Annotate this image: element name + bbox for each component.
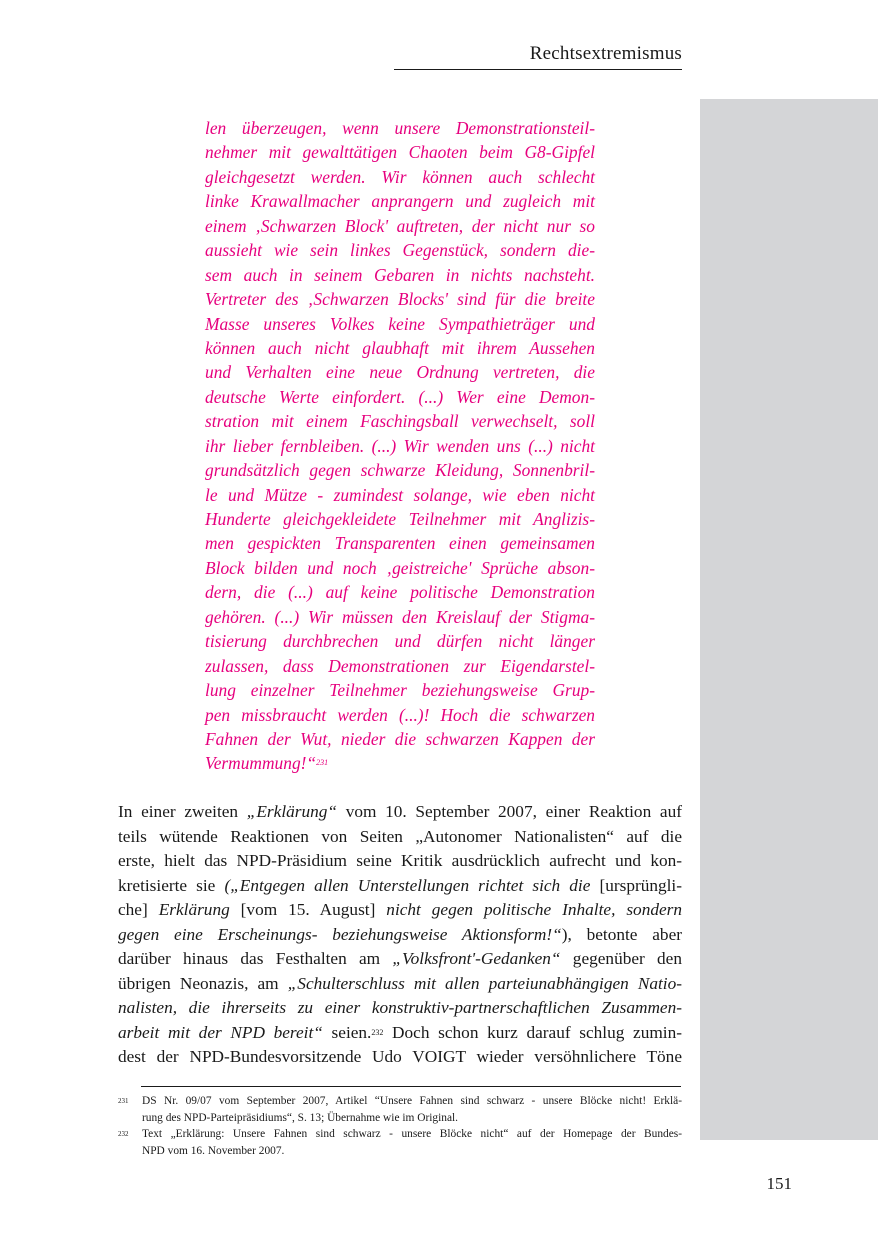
body-italic-run: gegen eine Erscheinungs- beziehungsweise Aktionsform!“ — [118, 924, 562, 944]
body-text-run: Doch schon kurz darauf schlug zumin- — [383, 1022, 683, 1042]
quote-line: len überzeugen, wenn unsere Demonstrationsteil- — [205, 118, 595, 138]
body-italic-run: „Volksfront'-Gedanken“ — [392, 949, 561, 968]
quote-line: Masse unseres Volkes keine Sympathieträger und — [205, 313, 595, 334]
footnote-line: NPD vom 16. November 2007. — [142, 1144, 285, 1157]
quote-line: gehören. (...) Wir müssen den Kreislauf der Stigma- — [205, 606, 595, 627]
block-quote — [205, 116, 595, 776]
quote-last-text: Vermummung!“ — [205, 753, 317, 774]
body-line — [118, 1021, 682, 1046]
quote-line: deutsche Werte einfordert. (...) Wer eine Demon- — [205, 386, 595, 407]
body-italic-run: („Entgegen allen Unterstellungen richtet sich die — [224, 875, 591, 895]
footnote-number: 231 — [118, 1097, 129, 1105]
quote-line: dern, die (...) auf keine politische Demonstration — [205, 582, 595, 603]
quote-line-last — [205, 751, 595, 775]
quote-line: stration mit einem Faschingsball verwechselt, soll — [205, 411, 595, 432]
page-number: 151 — [766, 1174, 792, 1193]
quote-line: zulassen, dass Demonstrationen zur Eigendarstel- — [205, 655, 595, 676]
body-text-run: [ursprüngli- — [590, 875, 682, 895]
body-line — [118, 898, 682, 923]
quote-line: Vertreter des ‚Schwarzen Blocks' sind für die breite — [205, 289, 595, 310]
body-text-run: übrigen Neonazis, am — [118, 973, 288, 993]
running-header-title: Rechtsextremismus — [529, 43, 682, 64]
body-line — [118, 923, 682, 948]
quote-line: und Verhalten eine neue Ordnung vertreten, die — [205, 362, 595, 383]
quote-line: sem auch in seinem Gebaren in nichts nachsteht. — [205, 264, 595, 285]
quote-line: pen missbraucht werden (...)! Hoch die schwarzen — [205, 704, 595, 725]
body-text-run: seien. — [322, 1022, 372, 1042]
quote-line: men gespickten Transparenten einen gemeinsamen — [205, 533, 595, 554]
body-italic-run: Erklärung — [158, 900, 230, 919]
quote-line: gleichgesetzt werden. Wir können auch schlecht — [205, 166, 595, 187]
quote-line: aussieht wie sein linkes Gegenstück, sondern die- — [205, 240, 595, 261]
body-line: dest der NPD-Bundesvorsitzende Udo VOIGT wieder versöhnlichere Töne — [118, 1047, 682, 1066]
footnote-line: DS Nr. 09/07 vom September 2007, Artikel “Unsere Fahnen sind schwarz - unsere Blöcke nicht! Erklä- — [142, 1095, 682, 1107]
body-italic-run: nicht gegen politische Inhalte, sondern — [386, 900, 683, 919]
quote-line: linke Krawallmacher anprangern und zugleich mit — [205, 191, 595, 212]
quote-line: Hunderte gleichgekleidete Teilnehmer mit Anglizis- — [205, 509, 595, 529]
body-paragraph — [118, 800, 682, 1070]
body-text-run: kretisierte sie — [118, 875, 225, 895]
body-text-run: ), betonte aber — [561, 924, 682, 944]
quote-line: ihr lieber fernbleiben. (...) Wir wenden uns (...) nicht — [205, 435, 595, 456]
footnote-231 — [118, 1093, 682, 1126]
footnote-line: rung des NPD-Parteipräsidiums“, S. 13; Übernahme wie im Original. — [142, 1111, 459, 1124]
body-line: teils wütende Reaktionen von Seiten „Autonomer Nationalisten“ auf die — [118, 826, 682, 846]
gray-margin-band — [700, 99, 878, 1140]
quote-line: le und Mütze - zumindest solange, wie eben nicht — [205, 484, 595, 505]
quote-line: tisierung durchbrechen und dürfen nicht länger — [205, 631, 595, 652]
body-text-run: darüber hinaus das Festhalten am — [118, 949, 393, 968]
body-text-run: [vom 15. August] — [229, 900, 387, 919]
body-line — [118, 800, 682, 825]
footnote-line: Text „Erklärung: Unsere Fahnen sind schwarz - unsere Blöcke nicht“ auf der Homepage der Bundes- — [142, 1128, 682, 1140]
body-text-run: In einer zweiten — [118, 802, 247, 821]
footnote-232 — [118, 1126, 682, 1159]
body-text-run: vom 10. September 2007, einer Reaktion auf — [337, 802, 682, 821]
body-italic-run: arbeit mit der NPD bereit“ — [118, 1022, 323, 1042]
body-line: nalisten, die ihrerseits zu einer konstruktiv-partnerschaftlichen Zusammen- — [118, 998, 682, 1017]
quote-line: grundsätzlich gegen schwarze Kleidung, Sonnenbril- — [205, 460, 595, 481]
body-line — [118, 874, 682, 899]
body-text-run: che] — [118, 900, 159, 919]
quote-line: einem ‚Schwarzen Block' auftreten, der nicht nur so — [205, 215, 595, 236]
header-rule — [394, 69, 682, 70]
body-line — [118, 947, 682, 972]
body-text-run: gegenüber den — [560, 949, 682, 968]
quote-line: können auch nicht glaubhaft mit ihrem Aussehen — [205, 337, 595, 358]
body-italic-run: „Schulterschluss mit allen parteiunabhängigen Natio- — [287, 973, 682, 993]
quote-line: Block bilden und noch ‚geistreiche' Sprüche abson- — [205, 557, 595, 578]
quote-line: lung einzelner Teilnehmer beziehungsweise Grup- — [205, 680, 595, 701]
footnote-number: 232 — [118, 1130, 129, 1138]
body-line — [118, 972, 682, 997]
footnotes — [118, 1093, 682, 1159]
footnote-ref-231[interactable]: 231 — [316, 758, 329, 768]
body-line: erste, hielt das NPD-Präsidium seine Kritik ausdrücklich aufrecht und kon- — [118, 851, 682, 870]
quote-line: nehmer mit gewalttätigen Chaoten beim G8-Gipfel — [205, 142, 595, 163]
quote-line: Fahnen der Wut, nieder die schwarzen Kappen der — [205, 728, 595, 749]
footnote-rule — [141, 1086, 681, 1087]
body-italic-run: „Erklärung“ — [246, 802, 338, 821]
footnote-ref-232[interactable]: 232 — [371, 1027, 384, 1037]
